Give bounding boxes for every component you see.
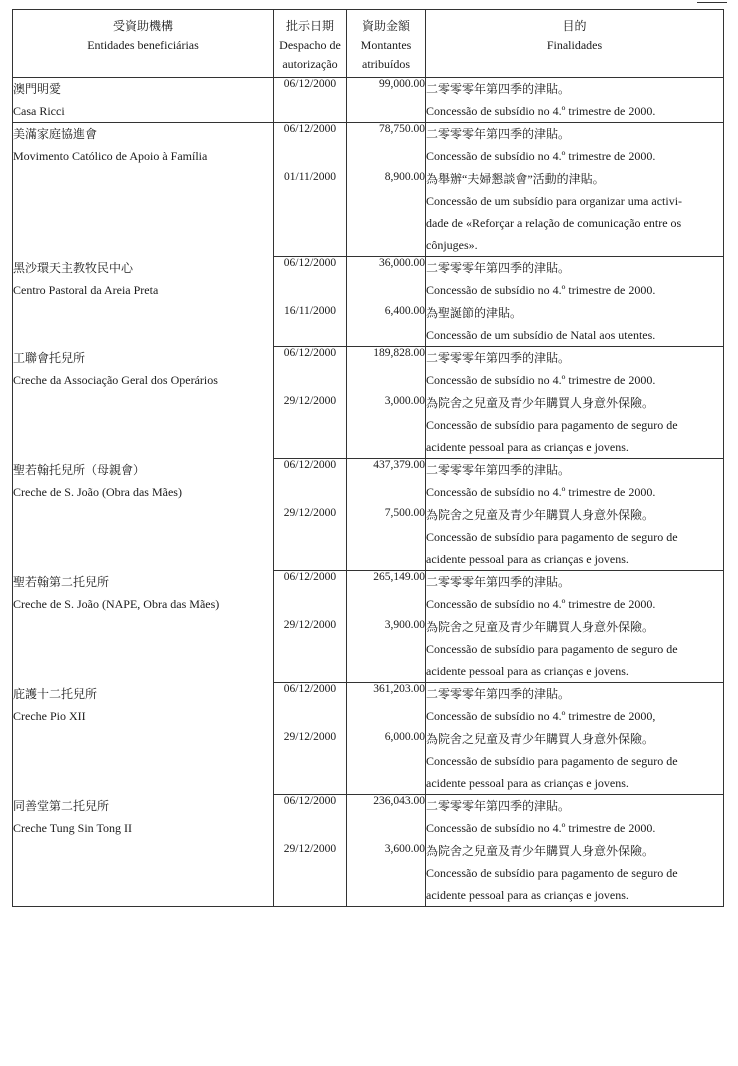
entity-name-zh: 澳門明愛 — [13, 82, 62, 96]
grant-purpose-pt-line: dade de «Reforçar a relação de comunicação entre os — [426, 216, 682, 230]
table-header-row — [13, 10, 724, 78]
grant-amount: 3,000.00 — [347, 391, 426, 459]
grant-amount: 3,600.00 — [347, 839, 426, 907]
grant-purpose-zh: 二零零零年第四季的津貼。 — [426, 261, 571, 275]
grant-purpose-cell — [426, 615, 724, 683]
entity-name-cell — [13, 78, 274, 123]
grant-amount: 8,900.00 — [347, 167, 426, 257]
grant-purpose-cell — [426, 727, 724, 795]
grant-purpose-pt-line: Concessão de subsídio no 4.º trimestre de 2000. — [426, 283, 656, 297]
grant-purpose-zh: 二零零零年第四季的津貼。 — [426, 82, 571, 96]
entity-name-zh: 聖若翰第二托兒所 — [13, 574, 110, 589]
header-entity — [13, 10, 274, 78]
grant-purpose-pt-line: Concessão de subsídio no 4.º trimestre de 2000. — [426, 373, 656, 387]
grant-purpose-pt-line: Concessão de subsídio no 4.º trimestre de 2000, — [426, 709, 656, 723]
header-amount-pt2: atribuídos — [362, 57, 410, 71]
grant-purpose-zh: 二零零零年第四季的津貼。 — [426, 463, 571, 477]
grant-row — [13, 257, 724, 302]
entity-group — [13, 347, 724, 459]
grant-date: 29/12/2000 — [274, 391, 347, 459]
entity-group — [13, 459, 724, 571]
grant-date: 29/12/2000 — [274, 727, 347, 795]
grant-purpose-pt-line: acidente pessoal para as crianças e jovens. — [426, 888, 629, 902]
grant-date: 06/12/2000 — [274, 571, 347, 616]
grant-purpose-pt-line: Concessão de subsídio para pagamento de seguro de — [426, 754, 678, 768]
grant-date: 06/12/2000 — [274, 795, 347, 840]
grant-purpose-pt-line: Concessão de subsídio no 4.º trimestre de 2000. — [426, 104, 656, 118]
grant-purpose-cell — [426, 571, 724, 616]
grant-amount: 265,149.00 — [347, 571, 426, 616]
grant-purpose-cell — [426, 683, 724, 728]
entity-name-pt: Creche Pio XII — [13, 708, 86, 723]
grant-date: 06/12/2000 — [274, 459, 347, 504]
entity-name-pt: Creche Tung Sin Tong II — [13, 820, 132, 835]
grant-purpose-zh: 二零零零年第四季的津貼。 — [426, 799, 571, 813]
grant-purpose-pt-line: acidente pessoal para as crianças e jovens. — [426, 440, 629, 454]
grant-amount: 437,379.00 — [347, 459, 426, 504]
grant-purpose-pt-line: Concessão de subsídio para pagamento de seguro de — [426, 642, 678, 656]
grant-purpose-zh: 二零零零年第四季的津貼。 — [426, 351, 571, 365]
grant-purpose-cell — [426, 123, 724, 168]
grant-date: 16/11/2000 — [274, 301, 347, 347]
grants-table — [12, 9, 724, 907]
entity-name-zh: 工聯會托兒所 — [13, 350, 86, 365]
grant-purpose-zh: 為院舍之兒童及青少年購買人身意外保險。 — [426, 396, 655, 410]
top-rule — [697, 2, 727, 3]
header-date — [274, 10, 347, 78]
grant-date: 06/12/2000 — [274, 347, 347, 392]
grant-purpose-zh: 為院舍之兒童及青少年購買人身意外保險。 — [426, 732, 655, 746]
entity-name-zh: 同善堂第二托兒所 — [13, 798, 110, 813]
grant-purpose-cell — [426, 301, 724, 347]
grant-purpose-pt-line: Concessão de um subsídio de Natal aos utentes. — [426, 328, 656, 342]
entity-name-pt: Centro Pastoral da Areia Preta — [13, 282, 159, 297]
grant-row — [13, 347, 724, 392]
grant-date: 06/12/2000 — [274, 683, 347, 728]
entity-name-cell — [13, 683, 274, 795]
header-date-zh: 批示日期 — [285, 19, 334, 33]
grant-purpose-cell — [426, 795, 724, 840]
grant-amount: 6,000.00 — [347, 727, 426, 795]
entity-group — [13, 257, 724, 347]
grant-amount: 361,203.00 — [347, 683, 426, 728]
grant-purpose-pt-line: Concessão de um subsídio para organizar uma activi- — [426, 194, 683, 208]
grant-row — [13, 795, 724, 840]
grant-date: 06/12/2000 — [274, 123, 347, 168]
entity-name-zh: 庇護十二托兒所 — [13, 686, 98, 701]
grant-purpose-zh: 二零零零年第四季的津貼。 — [426, 687, 571, 701]
grant-purpose-cell — [426, 257, 724, 302]
grant-purpose-pt-line: Concessão de subsídio no 4.º trimestre de 2000. — [426, 821, 656, 835]
grant-row — [13, 78, 724, 123]
grant-purpose-zh: 二零零零年第四季的津貼。 — [426, 575, 571, 589]
entity-name-pt: Creche de S. João (Obra das Mães) — [13, 484, 182, 499]
grant-purpose-pt-line: acidente pessoal para as crianças e jovens. — [426, 664, 629, 678]
grant-purpose-cell — [426, 459, 724, 504]
entity-name-pt: Creche de S. João (NAPE, Obra das Mães) — [13, 596, 220, 611]
grant-amount: 78,750.00 — [347, 123, 426, 168]
entity-name-zh: 聖若翰托兒所（母親會） — [13, 462, 146, 477]
grant-purpose-cell — [426, 503, 724, 571]
grant-purpose-zh: 為聖誕節的津貼。 — [426, 306, 523, 320]
grant-purpose-zh: 為院舍之兒童及青少年購買人身意外保險。 — [426, 620, 655, 634]
grant-purpose-pt-line: Concessão de subsídio para pagamento de seguro de — [426, 866, 678, 880]
grant-date: 29/12/2000 — [274, 503, 347, 571]
header-date-pt1: Despacho de — [279, 38, 341, 52]
entity-group — [13, 795, 724, 907]
grant-purpose-pt-line: Concessão de subsídio no 4.º trimestre de 2000. — [426, 149, 656, 163]
grant-purpose-pt-line: Concessão de subsídio para pagamento de seguro de — [426, 530, 678, 544]
grant-row — [13, 683, 724, 728]
grant-row — [13, 459, 724, 504]
grant-amount: 99,000.00 — [347, 78, 426, 123]
entity-name-cell — [13, 347, 274, 459]
entity-name-zh: 美滿家庭協進會 — [13, 127, 98, 141]
grant-amount: 36,000.00 — [347, 257, 426, 302]
grant-purpose-cell — [426, 391, 724, 459]
grant-purpose-cell — [426, 347, 724, 392]
header-entity-pt: Entidades beneficiárias — [87, 38, 199, 52]
entity-name-cell — [13, 571, 274, 683]
header-purpose — [426, 10, 724, 78]
grant-date: 29/12/2000 — [274, 839, 347, 907]
grant-purpose-cell — [426, 167, 724, 257]
grant-row — [13, 571, 724, 616]
header-purpose-pt: Finalidades — [546, 38, 603, 52]
grant-date: 06/12/2000 — [274, 257, 347, 302]
grant-purpose-zh: 為舉辦“夫婦懇談會”活動的津貼。 — [426, 172, 605, 186]
entity-name-pt: Creche da Associação Geral dos Operários — [13, 372, 218, 387]
grant-purpose-zh: 二零零零年第四季的津貼。 — [426, 127, 571, 141]
entity-name-pt: Casa Ricci — [13, 104, 65, 118]
grant-purpose-zh: 為院舍之兒童及青少年購買人身意外保險。 — [426, 508, 655, 522]
header-amount-pt1: Montantes — [360, 38, 412, 52]
grant-date: 29/12/2000 — [274, 615, 347, 683]
grant-amount: 189,828.00 — [347, 347, 426, 392]
header-purpose-zh: 目的 — [562, 19, 587, 33]
grant-amount: 3,900.00 — [347, 615, 426, 683]
entity-name-zh: 黑沙環天主教牧民中心 — [13, 260, 134, 275]
header-amount — [347, 10, 426, 78]
grant-purpose-pt-line: Concessão de subsídio para pagamento de seguro de — [426, 418, 678, 432]
grant-amount: 6,400.00 — [347, 301, 426, 347]
entity-group — [13, 683, 724, 795]
header-amount-zh: 資助金額 — [361, 19, 410, 33]
grant-amount: 236,043.00 — [347, 795, 426, 840]
grant-purpose-cell — [426, 839, 724, 907]
entity-name-pt: Movimento Católico de Apoio à Família — [13, 149, 208, 163]
grant-purpose-zh: 為院舍之兒童及青少年購買人身意外保險。 — [426, 844, 655, 858]
grant-row — [13, 123, 724, 168]
entity-name-cell — [13, 459, 274, 571]
grant-purpose-pt-line: cônjuges». — [426, 238, 478, 252]
grant-purpose-pt-line: acidente pessoal para as crianças e jovens. — [426, 776, 629, 790]
entity-name-cell — [13, 257, 274, 347]
header-entity-zh: 受資助機構 — [112, 19, 173, 33]
grant-purpose-pt-line: Concessão de subsídio no 4.º trimestre de 2000. — [426, 485, 656, 499]
entity-name-cell — [13, 123, 274, 257]
header-date-pt2: autorização — [282, 57, 338, 71]
entity-group — [13, 123, 724, 257]
entity-name-cell — [13, 795, 274, 907]
grant-date: 01/11/2000 — [274, 167, 347, 257]
grant-purpose-pt-line: acidente pessoal para as crianças e jovens. — [426, 552, 629, 566]
grant-purpose-pt-line: Concessão de subsídio no 4.º trimestre de 2000. — [426, 597, 656, 611]
grant-purpose-cell — [426, 78, 724, 123]
entity-group — [13, 571, 724, 683]
grant-date: 06/12/2000 — [274, 78, 347, 123]
entity-group — [13, 78, 724, 123]
grant-amount: 7,500.00 — [347, 503, 426, 571]
